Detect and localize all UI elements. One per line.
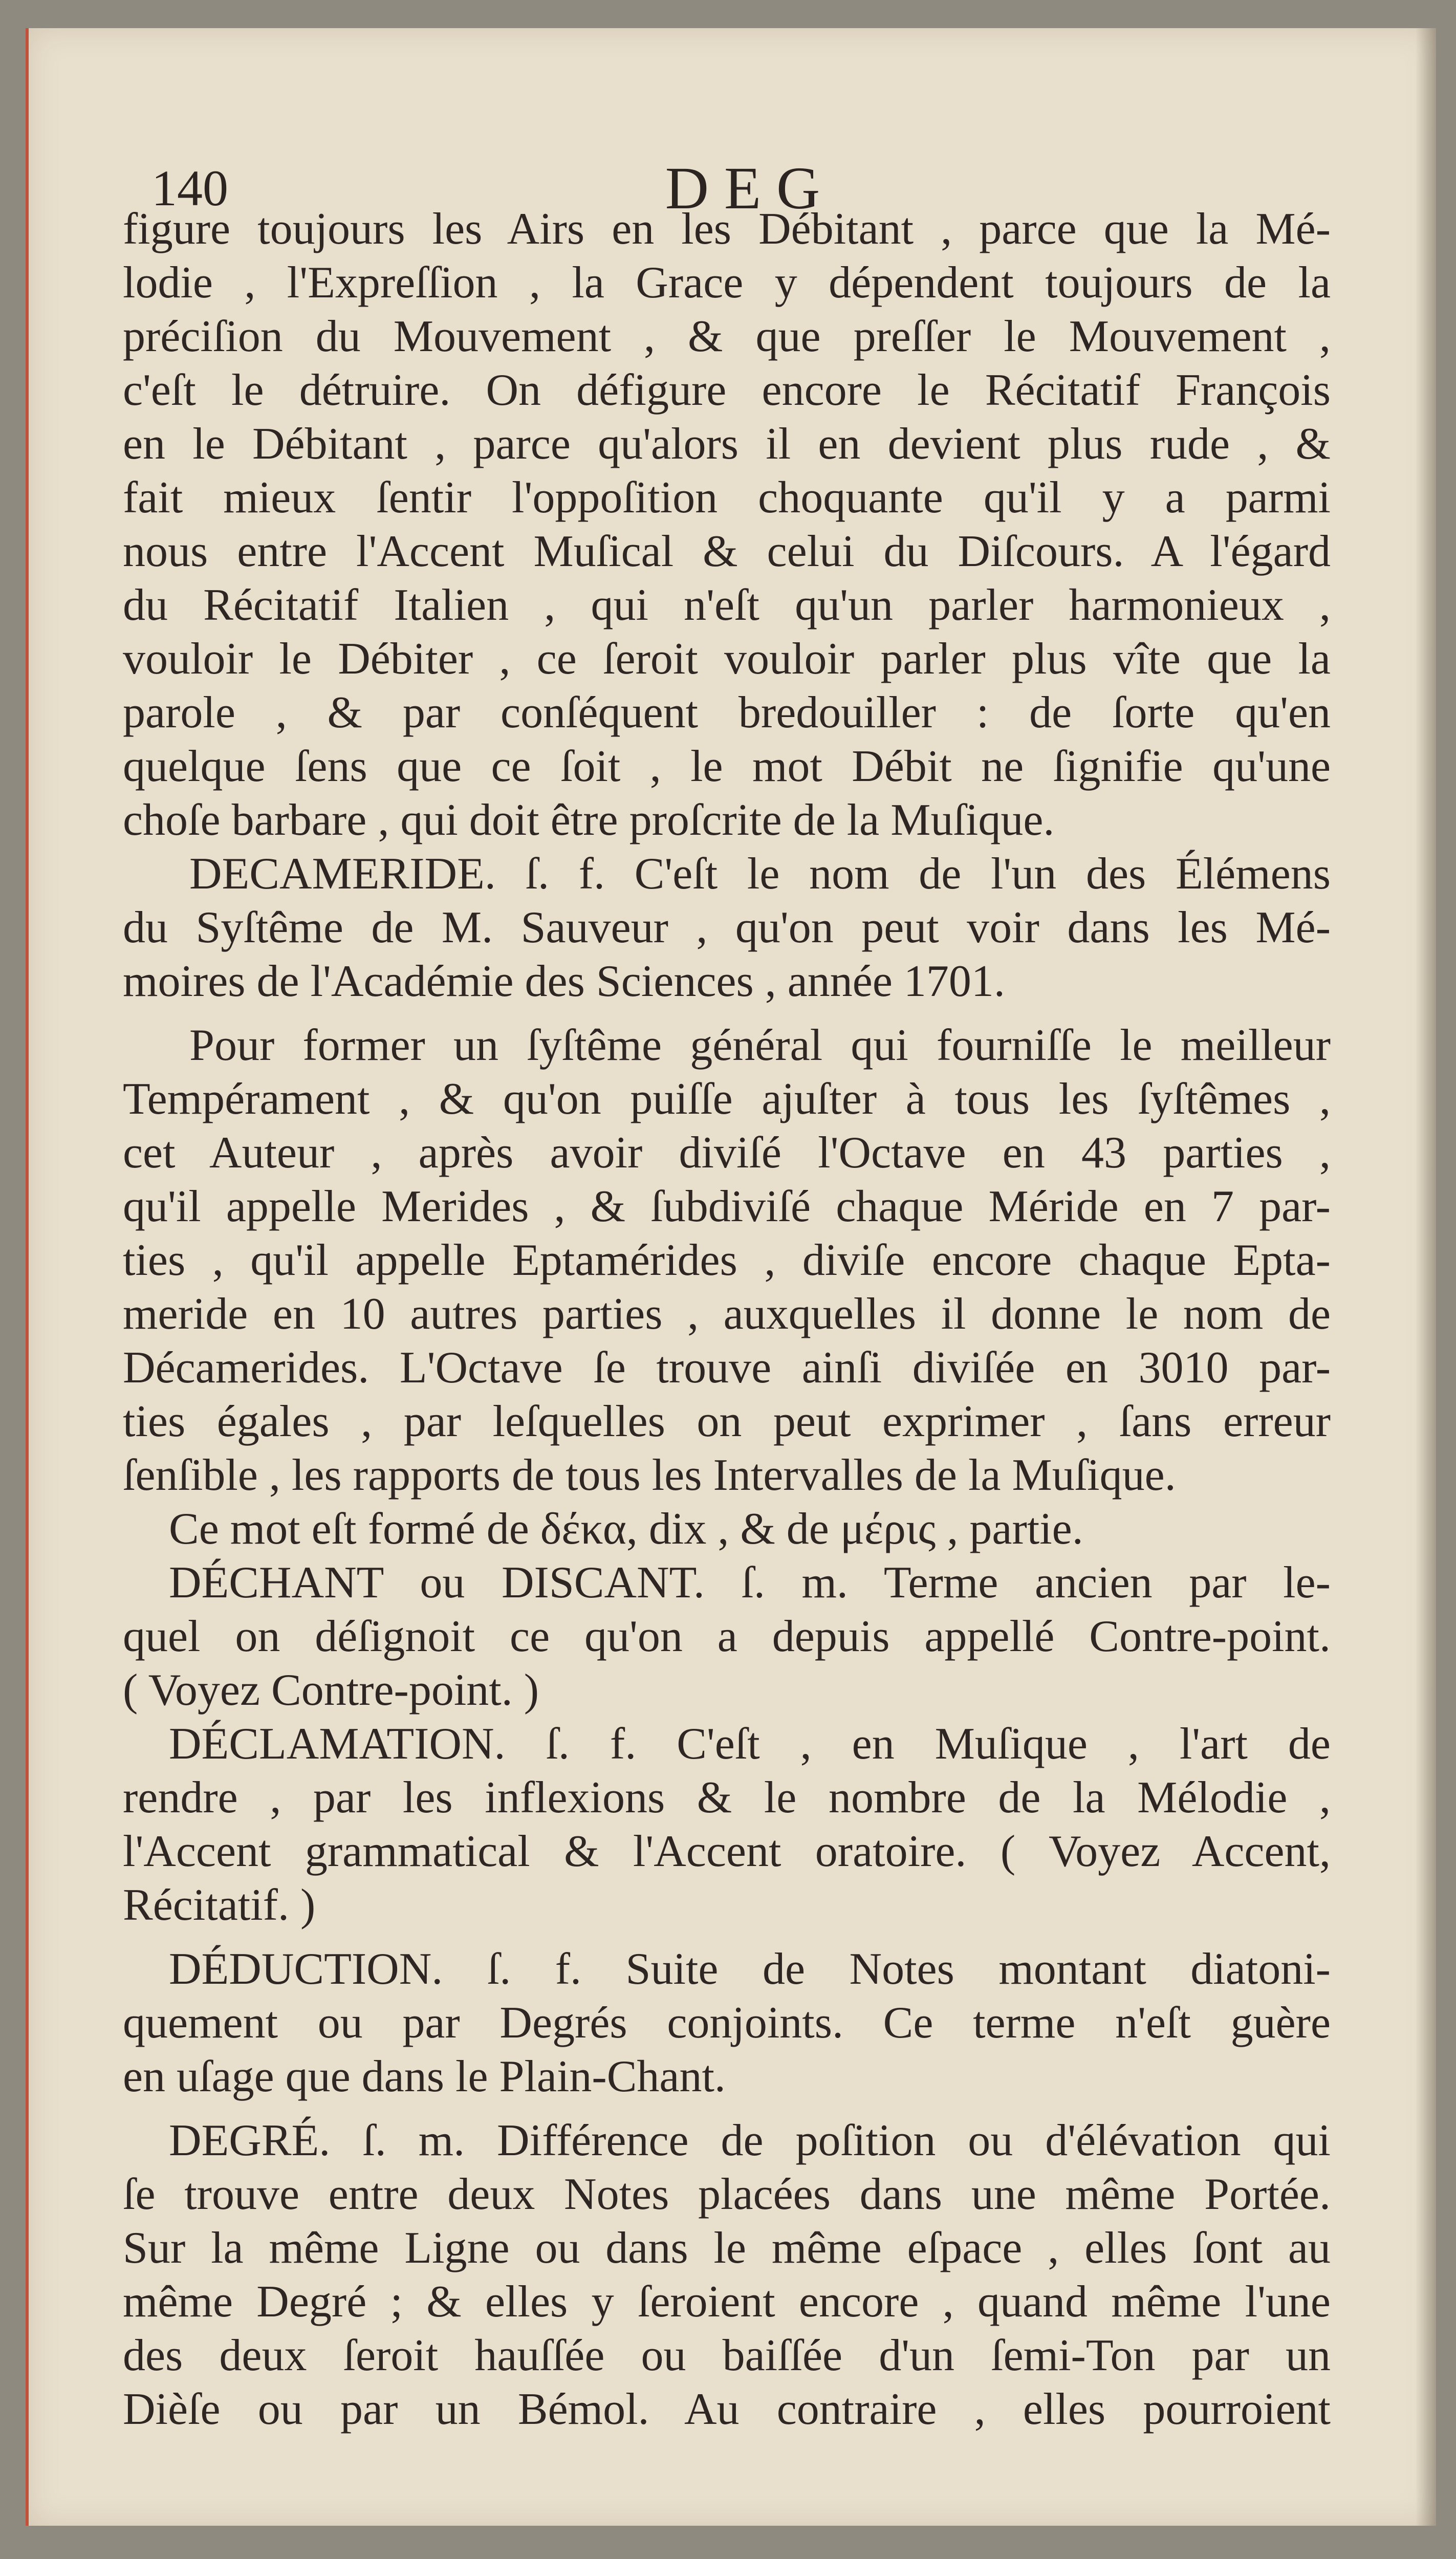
text-line: ties égales , par leſquelles on peut exprimer , ſans erreur — [123, 1397, 1331, 1446]
text-line: des deux ſeroit hauſſée ou baiſſée d'un ſemi-Ton par un — [123, 2331, 1331, 2380]
paragraph-line: Pour former un ſyſtême général qui fourniſſe le meilleur — [189, 1021, 1331, 1070]
entry-line-declamation: DÉCLAMATION. ſ. f. C'eſt , en Muſique , l'art de — [169, 1719, 1331, 1769]
page-number: 140 — [151, 160, 228, 216]
text-line: en uſage que dans le Plain-Chant. — [123, 2052, 726, 2101]
page-edge-shadow — [1416, 28, 1436, 2526]
entry-line-decameride: DECAMERIDE. ſ. f. C'eſt le nom de l'un des Élémens — [189, 849, 1331, 899]
etymology-line: Ce mot eſt formé de δέκα, dix , & de μέρις , partie. — [169, 1504, 1083, 1554]
text-line: rendre , par les inflexions & le nombre de la Mélodie , — [123, 1773, 1331, 1823]
text-line: figure toujours les Airs en les Débitant , parce que la Mé- — [123, 204, 1331, 254]
text-line: quement ou par Degrés conjoints. Ce terme n'eſt guère — [123, 1998, 1331, 2048]
text-line: lodie , l'Expreſſion , la Grace y dépendent toujours de la — [123, 258, 1331, 308]
text-line: cet Auteur , après avoir diviſé l'Octave en 43 parties , — [123, 1128, 1331, 1178]
text-line: Tempérament , & qu'on puiſſe ajuſter à tous les ſyſtêmes , — [123, 1074, 1331, 1124]
text-line: quelque ſens que ce ſoit , le mot Débit ne ſignifie qu'une — [123, 742, 1331, 791]
text-line: Dièſe ou par un Bémol. Au contraire , elles pourroient — [123, 2384, 1331, 2434]
text-line: c'eſt le détruire. On défigure encore le Récitatif François — [123, 365, 1331, 415]
text-line: en le Débitant , parce qu'alors il en devient plus rude , & — [123, 419, 1331, 469]
cross-reference-line: ( Voyez Contre-point. ) — [123, 1665, 539, 1715]
entry-line-deduction: DÉDUCTION. ſ. f. Suite de Notes montant diatoni- — [169, 1944, 1331, 1994]
body-text — [123, 202, 1331, 2436]
text-line: Décamerides. L'Octave ſe trouve ainſi diviſée en 3010 par- — [123, 1343, 1331, 1393]
text-line: choſe barbare , qui doit être proſcrite de la Muſique. — [123, 795, 1055, 845]
text-line: ſe trouve entre deux Notes placées dans une même Portée. — [123, 2170, 1331, 2219]
text-line: Sur la même Ligne ou dans le même eſpace , elles ſont au — [123, 2223, 1331, 2273]
cross-reference-line: Récitatif. ) — [123, 1880, 316, 1930]
text-line: moires de l'Académie des Sciences , année 1701. — [123, 957, 1005, 1006]
running-head: DEG — [665, 155, 836, 222]
text-line: vouloir le Débiter , ce ſeroit vouloir parler plus vîte que la — [123, 634, 1331, 684]
text-line: du Syſtême de M. Sauveur , qu'on peut voir dans les Mé- — [123, 903, 1331, 952]
text-line: quel on déſignoit ce qu'on a depuis appellé Contre-point. — [123, 1612, 1331, 1661]
text-line: parole , & par conſéquent bredouiller : de ſorte qu'en — [123, 688, 1331, 738]
text-line: préciſion du Mouvement , & que preſſer le Mouvement , — [123, 312, 1331, 361]
text-line: même Degré ; & elles y ſeroient encore , quand même l'une — [123, 2277, 1331, 2327]
text-line: qu'il appelle Merides , & ſubdiviſé chaque Méride en 7 par- — [123, 1182, 1331, 1231]
entry-line-degre: DEGRÉ. ſ. m. Différence de poſition ou d'élévation qui — [169, 2116, 1331, 2165]
text-line: fait mieux ſentir l'oppoſition choquante qu'il y a parmi — [123, 473, 1331, 523]
text-line: meride en 10 autres parties , auxquelles il donne le nom de — [123, 1289, 1331, 1339]
text-line: l'Accent grammatical & l'Accent oratoire. ( Voyez Accent, — [123, 1827, 1331, 1876]
text-line: ties , qu'il appelle Eptamérides , diviſe encore chaque Epta- — [123, 1235, 1331, 1285]
text-line: du Récitatif Italien , qui n'eſt qu'un parler harmonieux , — [123, 580, 1331, 630]
entry-line-dechant: DÉCHANT ou DISCANT. ſ. m. Terme ancien par le- — [169, 1558, 1331, 1608]
text-line: nous entre l'Accent Muſical & celui du Diſcours. A l'égard — [123, 527, 1331, 576]
text-line: ſenſible , les rapports de tous les Intervalles de la Muſique. — [123, 1450, 1176, 1500]
